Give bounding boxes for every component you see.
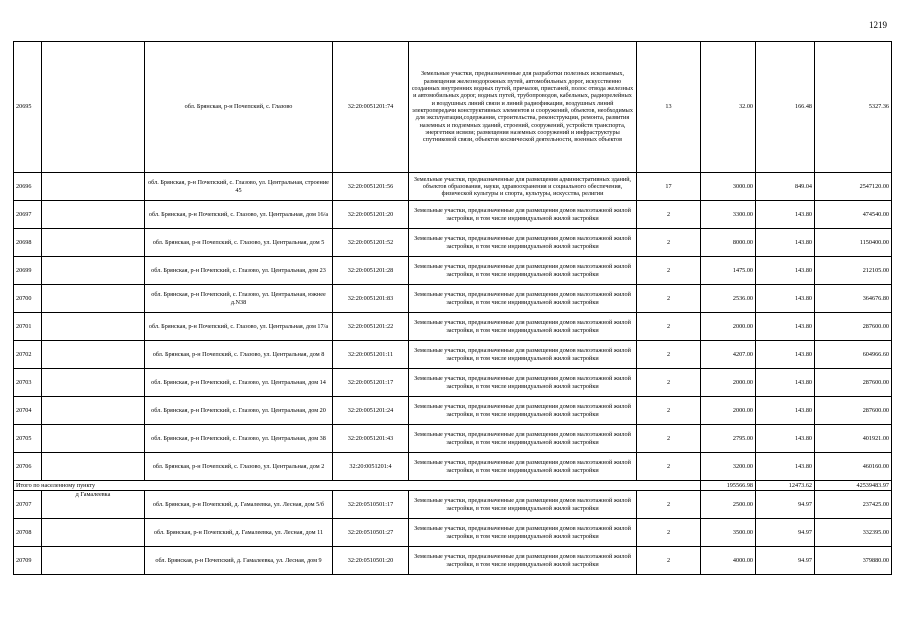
parcel-area: 2000.00 [701, 397, 756, 425]
land-use-group: 2 [637, 369, 701, 397]
specific-value: 143.80 [756, 229, 815, 257]
parcel-address: обл. Брянская, р-н Почепский, с. Глазово, ул. Центральная, дом 16/а [145, 201, 333, 229]
land-use-group: 2 [637, 341, 701, 369]
land-use-group: 2 [637, 229, 701, 257]
parcel-area: 2795.00 [701, 425, 756, 453]
parcel-id: 20709 [14, 547, 42, 575]
land-use-type: Земельные участки, предназначенные для размещения домов малоэтажной жилой застройки, в том числе индивидуальной жилой застройки [409, 425, 637, 453]
parcel-id: 20708 [14, 519, 42, 547]
cadastral-number: 32:20:0510501:17 [333, 491, 409, 519]
land-use-group: 13 [637, 42, 701, 173]
specific-value: 143.80 [756, 201, 815, 229]
total-label: Итого по населенному пункту [14, 481, 701, 491]
parcel-id: 20704 [14, 397, 42, 425]
cadastral-number: 32:20:0051201:56 [333, 173, 409, 201]
cadastral-value: 237425.00 [815, 491, 892, 519]
table-row [14, 547, 892, 575]
locality-name [42, 425, 145, 453]
cadastral-value: 287600.00 [815, 369, 892, 397]
parcel-address: обл. Брянская, р-н Почепский, с. Глазово [145, 42, 333, 173]
land-use-group: 2 [637, 425, 701, 453]
page-number: 1219 [869, 20, 887, 30]
parcel-address: обл. Брянская, р-н Почепский, с. Глазово, ул. Центральная, дом 8 [145, 341, 333, 369]
parcel-area: 32.00 [701, 42, 756, 173]
table-row [14, 313, 892, 341]
cadastral-number: 32:20:0051201:22 [333, 313, 409, 341]
parcel-id: 20701 [14, 313, 42, 341]
land-use-type: Земельные участки, предназначенные для размещения домов малоэтажной жилой застройки, в том числе индивидуальной жилой застройки [409, 285, 637, 313]
locality-name [42, 201, 145, 229]
table-row [14, 201, 892, 229]
cadastral-number: 32:20:0051201:52 [333, 229, 409, 257]
land-use-group: 2 [637, 491, 701, 519]
parcel-address: обл. Брянская, р-н Почепский, с. Глазово, ул. Центральная, дом 17/а [145, 313, 333, 341]
locality-name [42, 257, 145, 285]
parcel-address: обл. Брянская, р-н Почепский, с. Глазово, ул. Центральная, дом 5 [145, 229, 333, 257]
parcel-id: 20698 [14, 229, 42, 257]
locality-name [42, 341, 145, 369]
land-use-type: Земельные участки, предназначенные для размещения домов малоэтажной жилой застройки, в том числе индивидуальной жилой застройки [409, 257, 637, 285]
land-use-type: Земельные участки, предназначенные для размещения домов малоэтажной жилой застройки, в том числе индивидуальной жилой застройки [409, 491, 637, 519]
parcel-address: обл. Брянская, р-н Почепский, с. Глазово, ул. Центральная, дом 20 [145, 397, 333, 425]
land-use-type: Земельные участки, предназначенные для размещения домов малоэтажной жилой застройки, в том числе индивидуальной жилой застройки [409, 547, 637, 575]
table-row [14, 285, 892, 313]
land-use-type: Земельные участки, предназначенные для размещения домов малоэтажной жилой застройки, в том числе индивидуальной жилой застройки [409, 229, 637, 257]
parcel-address: обл. Брянская, р-н Почепский, д. Гамалеевка, ул. Лесная, дом 9 [145, 547, 333, 575]
locality-name [42, 173, 145, 201]
cadastral-value: 212105.00 [815, 257, 892, 285]
table-row [14, 397, 892, 425]
land-use-group: 2 [637, 547, 701, 575]
specific-value: 143.80 [756, 285, 815, 313]
parcel-id: 20700 [14, 285, 42, 313]
land-use-type: Земельные участки, предназначенные для размещения домов малоэтажной жилой застройки, в том числе индивидуальной жилой застройки [409, 453, 637, 481]
parcel-address: обл. Брянская, р-н Почепский, с. Глазово, ул. Центральная, дом 14 [145, 369, 333, 397]
cadastral-value: 332395.00 [815, 519, 892, 547]
parcel-area: 3500.00 [701, 519, 756, 547]
locality-name [42, 453, 145, 481]
cadastral-value: 2547120.00 [815, 173, 892, 201]
table-row [14, 369, 892, 397]
locality-total-row [14, 481, 892, 491]
cadastral-value: 460160.00 [815, 453, 892, 481]
cadastral-number: 32:20:0051201:17 [333, 369, 409, 397]
specific-value: 849.04 [756, 173, 815, 201]
parcel-address: обл. Брянская, р-н Почепский, с. Глазово, ул. Центральная, южнее д.N38 [145, 285, 333, 313]
specific-value: 94.97 [756, 547, 815, 575]
parcel-id: 20697 [14, 201, 42, 229]
land-use-type: Земельные участки, предназначенные для размещения домов малоэтажной жилой застройки, в том числе индивидуальной жилой застройки [409, 519, 637, 547]
specific-value: 143.80 [756, 397, 815, 425]
locality-name [42, 285, 145, 313]
cadastral-value: 5327.36 [815, 42, 892, 173]
parcel-area: 8000.00 [701, 229, 756, 257]
table-row [14, 341, 892, 369]
parcel-address: обл. Брянская, р-н Почепский, д. Гамалеевка, ул. Лесная, дом 5/б [145, 491, 333, 519]
table-row [14, 453, 892, 481]
parcel-address: обл. Брянская, р-н Почепский, с. Глазово, ул. Центральная, дом 2 [145, 453, 333, 481]
parcel-area: 3000.00 [701, 173, 756, 201]
total-rate: 12473.62 [756, 481, 815, 491]
parcel-id: 20707 [14, 491, 42, 519]
specific-value: 143.80 [756, 453, 815, 481]
cadastral-value: 287600.00 [815, 397, 892, 425]
table-row [14, 257, 892, 285]
specific-value: 166.48 [756, 42, 815, 173]
parcel-area: 3300.00 [701, 201, 756, 229]
land-use-type: Земельные участки, предназначенные для размещения административных зданий, объектов образования, науки, здравоохранения и социального обеспечения, физической культуры и спорта, культуры, искусства, религии [409, 173, 637, 201]
parcel-area: 3200.00 [701, 453, 756, 481]
parcel-id: 20705 [14, 425, 42, 453]
parcel-id: 20699 [14, 257, 42, 285]
locality-name [42, 42, 145, 173]
land-use-type: Земельные участки, предназначенные для размещения домов малоэтажной жилой застройки, в том числе индивидуальной жилой застройки [409, 201, 637, 229]
land-use-group: 2 [637, 201, 701, 229]
cadastral-number: 32:20:0051201:83 [333, 285, 409, 313]
table-row [14, 491, 892, 519]
land-use-group: 2 [637, 519, 701, 547]
specific-value: 143.80 [756, 313, 815, 341]
land-use-type: Земельные участки, предназначенные для размещения домов малоэтажной жилой застройки, в том числе индивидуальной жилой застройки [409, 313, 637, 341]
cadastral-value: 604966.60 [815, 341, 892, 369]
parcel-address: обл. Брянская, р-н Почепский, с. Глазово, ул. Центральная, дом 38 [145, 425, 333, 453]
cadastral-value: 1150400.00 [815, 229, 892, 257]
specific-value: 143.80 [756, 425, 815, 453]
cadastral-number: 32:20:0051201:28 [333, 257, 409, 285]
parcel-id: 20703 [14, 369, 42, 397]
cadastral-number: 32:20:0510501:27 [333, 519, 409, 547]
cadastral-value: 287600.00 [815, 313, 892, 341]
land-use-type: Земельные участки, предназначенные для размещения домов малоэтажной жилой застройки, в том числе индивидуальной жилой застройки [409, 397, 637, 425]
locality-name: д Гамалеевка [42, 491, 145, 519]
land-use-group: 2 [637, 453, 701, 481]
cadastral-value-table [13, 41, 892, 575]
land-use-type: Земельные участки, предназначенные для размещения домов малоэтажной жилой застройки, в том числе индивидуальной жилой застройки [409, 369, 637, 397]
specific-value: 143.80 [756, 369, 815, 397]
parcel-id: 20706 [14, 453, 42, 481]
locality-name [42, 229, 145, 257]
land-use-group: 2 [637, 313, 701, 341]
parcel-address: обл. Брянская, р-н Почепский, д. Гамалеевка, ул. Лесная, дом 11 [145, 519, 333, 547]
table-row [14, 229, 892, 257]
land-use-type: Земельные участки, предназначенные для размещения домов малоэтажной жилой застройки, в том числе индивидуальной жилой застройки [409, 341, 637, 369]
cadastral-number: 32:20:0510501:20 [333, 547, 409, 575]
land-use-group: 17 [637, 173, 701, 201]
land-use-group: 2 [637, 257, 701, 285]
total-area: 195566.98 [701, 481, 756, 491]
locality-name [42, 519, 145, 547]
land-use-group: 2 [637, 397, 701, 425]
locality-name [42, 397, 145, 425]
parcel-id: 20702 [14, 341, 42, 369]
cadastral-number: 32:20:0051201:24 [333, 397, 409, 425]
parcel-area: 2000.00 [701, 313, 756, 341]
table-row [14, 425, 892, 453]
parcel-area: 2536.00 [701, 285, 756, 313]
cadastral-number: 32:20:0051201:20 [333, 201, 409, 229]
specific-value: 94.97 [756, 491, 815, 519]
parcel-area: 2500.00 [701, 491, 756, 519]
locality-name [42, 369, 145, 397]
locality-name [42, 313, 145, 341]
cadastral-value: 401921.00 [815, 425, 892, 453]
parcel-area: 1475.00 [701, 257, 756, 285]
table-row [14, 173, 892, 201]
parcel-address: обл. Брянская, р-н Почепский, с. Глазово, ул. Центральная, строение 45 [145, 173, 333, 201]
cadastral-value: 379880.00 [815, 547, 892, 575]
cadastral-number: 32:20:0051201:4 [333, 453, 409, 481]
table-row [14, 42, 892, 173]
cadastral-number: 32:20:0051201:11 [333, 341, 409, 369]
land-use-group: 2 [637, 285, 701, 313]
land-use-type: Земельные участки, предназначенные для разработки полезных ископаемых, размещения железнодорожных путей, автомобильных дорог, искусственно созданных внутренних водных путей, причалов, пристаней, полос отвода железных и автомобильных дорог, водных путей, трубопроводов, кабельных, радиорелейных и воздушных линий связи и линий радиофикации, воздушных линий электропередачи конструктивных элементов и сооружений, объектов, необходимых для эксплуатации,содержания, строительства, реконструкции, ремонта, развития наземных и подземных зданий, строений, сооружений, устройств транспорта, энергетики исвязи; размещения наземных сооружений и инфраструктуры спутниковой связи, объектов космической деятельности, военных объектов [409, 42, 637, 173]
cadastral-number: 32:20:0051201:74 [333, 42, 409, 173]
cadastral-number: 32:20:0051201:43 [333, 425, 409, 453]
specific-value: 94.97 [756, 519, 815, 547]
parcel-id: 20695 [14, 42, 42, 173]
total-value: 42539483.97 [815, 481, 892, 491]
cadastral-value: 474540.00 [815, 201, 892, 229]
table-row [14, 519, 892, 547]
cadastral-value: 364676.80 [815, 285, 892, 313]
parcel-area: 2000.00 [701, 369, 756, 397]
parcel-area: 4207.00 [701, 341, 756, 369]
specific-value: 143.80 [756, 257, 815, 285]
locality-name [42, 547, 145, 575]
parcel-area: 4000.00 [701, 547, 756, 575]
parcel-id: 20696 [14, 173, 42, 201]
specific-value: 143.80 [756, 341, 815, 369]
parcel-address: обл. Брянская, р-н Почепский, с. Глазово, ул. Центральная, дом 23 [145, 257, 333, 285]
